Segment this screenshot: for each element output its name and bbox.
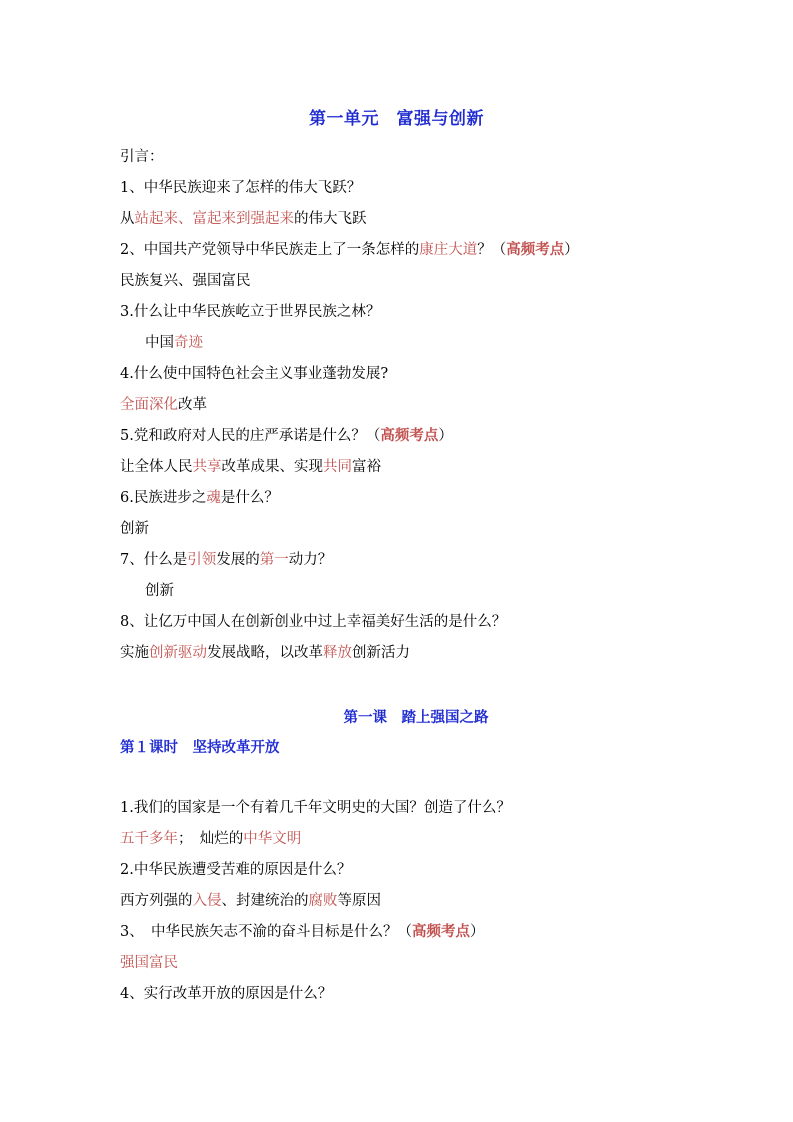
text-line (120, 798, 511, 818)
text-line (120, 984, 332, 1004)
text-segment: 引言： (120, 149, 164, 165)
unit-title: 第一单元 富强与创新 (309, 109, 484, 129)
text-segment: 民族复兴、强国富民 (120, 273, 251, 289)
highlighted-text: 腐败 (308, 893, 338, 909)
text-segment: 6.民族进步之 (120, 490, 207, 506)
text-line (120, 860, 351, 880)
text-line (120, 829, 301, 849)
text-line (120, 302, 380, 322)
text-line (120, 147, 164, 167)
text-segment: 的伟大飞跃 (294, 211, 367, 227)
highlighted-text: 创新驱动 (149, 645, 207, 661)
text-line (120, 457, 381, 477)
text-segment: 创新 (120, 521, 149, 537)
text-segment: 改革 (178, 397, 207, 413)
highlighted-text: 引领 (187, 552, 217, 568)
text-line (120, 612, 506, 632)
text-segment: ？（ (477, 242, 507, 258)
text-segment: 4、实行改革开放的原因是什么？ (120, 986, 333, 1002)
text-segment: 5.党和政府对人民的庄严承诺是什么？（ (120, 428, 381, 444)
highlighted-text: 站起来、富起来到强起来 (134, 211, 294, 227)
highlighted-text: 中华文明 (243, 831, 302, 847)
period-title: 第１课时 坚持改革开放 (120, 739, 280, 756)
text-line (120, 271, 251, 291)
text-line (120, 178, 361, 198)
highlighted-text: 全面深化 (120, 397, 178, 413)
text-segment: 8、让亿万中国人在创新创业中过上幸福美好生活的是什么？ (120, 614, 507, 630)
highlighted-text: 入侵 (192, 893, 222, 909)
text-segment: ） (469, 924, 485, 940)
text-segment: 2.中华民族遭受苦难的原因是什么？ (120, 862, 352, 878)
text-line (120, 519, 149, 539)
text-segment: ） (438, 428, 453, 444)
text-line (120, 426, 453, 446)
highlighted-text: 强国富民 (120, 955, 178, 971)
text-segment: 3.什么让中华民族屹立于世界民族之林？ (120, 304, 381, 320)
text-segment: 创新活力 (352, 645, 410, 661)
text-segment: 中国 (145, 335, 174, 351)
text-segment: ； 灿烂的 (178, 831, 244, 847)
text-line (120, 364, 388, 384)
text-segment: 等原因 (337, 893, 381, 909)
highlighted-text: 奇迹 (174, 335, 203, 351)
text-segment: 2、中国共产党领导中华民族走上了一条怎样的 (120, 242, 420, 258)
text-line (145, 581, 174, 601)
text-segment: 创新 (145, 583, 174, 599)
text-segment: 发展战略，以改革 (207, 645, 323, 661)
key-point-badge: 高频考点 (380, 427, 439, 444)
text-line (120, 922, 484, 942)
key-point-badge: 高频考点 (506, 241, 565, 258)
text-segment: 1、中华民族迎来了怎样的伟大飞跃？ (120, 180, 362, 196)
highlighted-text: 康庄大道 (419, 242, 478, 258)
highlighted-text: 魂 (206, 490, 221, 506)
text-segment: 让全体人民 (120, 459, 193, 475)
text-line (120, 209, 367, 229)
key-point-badge: 高频考点 (411, 923, 470, 940)
text-line (120, 550, 332, 570)
text-segment: 动力？ (288, 552, 333, 568)
text-segment: 1.我们的国家是一个有着几千年文明史的大国？创造了什么？ (120, 800, 511, 816)
highlighted-text: 共同 (323, 459, 352, 475)
text-segment: 发展的 (216, 552, 260, 568)
text-line (120, 953, 178, 973)
lesson-title: 第一课 踏上强国之路 (343, 709, 489, 726)
text-segment: 从 (120, 211, 135, 227)
text-line (120, 240, 579, 260)
text-segment: 实施 (120, 645, 149, 661)
text-line (120, 395, 207, 415)
text-line (120, 643, 410, 663)
text-segment: ） (564, 242, 579, 258)
text-segment: 7、什么是 (120, 552, 188, 568)
text-line (120, 891, 381, 911)
highlighted-text: 五千多年 (120, 831, 178, 847)
text-segment: 西方列强的 (120, 893, 193, 909)
text-segment: 富裕 (352, 459, 381, 475)
highlighted-text: 共享 (192, 459, 222, 475)
highlighted-text: 释放 (323, 645, 352, 661)
text-line (145, 333, 203, 353)
text-segment: 是什么？ (220, 490, 279, 506)
highlighted-text: 第一 (259, 552, 289, 568)
text-segment: 3、 中华民族矢志不渝的奋斗目标是什么？（ (120, 924, 412, 940)
text-segment: 、封建统治的 (221, 893, 309, 909)
text-line (120, 488, 279, 508)
text-segment: 4.什么使中国特色社会主义事业蓬勃发展? (120, 366, 389, 382)
text-segment: 改革成果、实现 (221, 459, 323, 475)
